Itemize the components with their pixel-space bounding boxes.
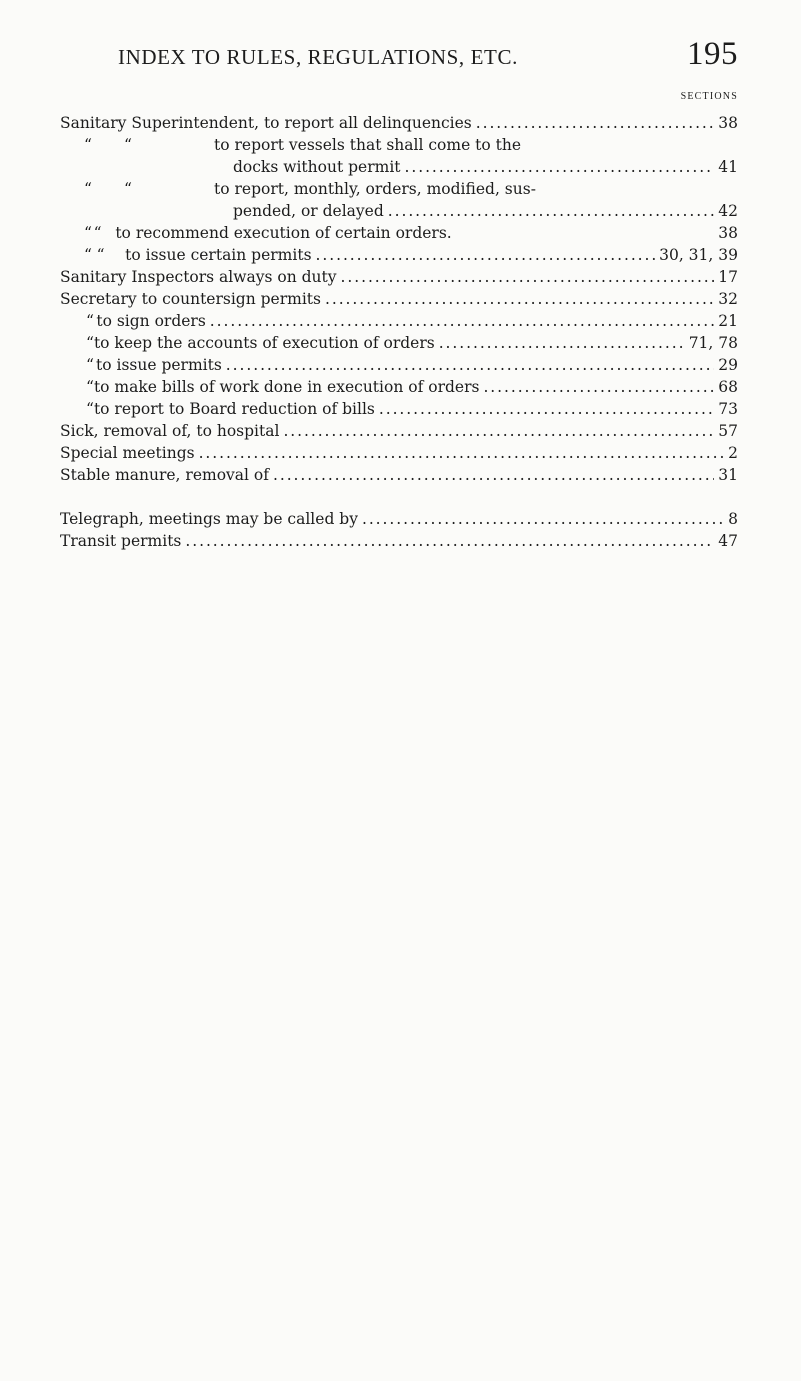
index-entries: [60, 112, 738, 552]
dot-leader: [185, 530, 714, 552]
entry-text: to report vessels that shall come to the: [214, 136, 522, 154]
index-entry: [60, 398, 738, 420]
entry-text: Sick, removal of, to hospital: [60, 422, 280, 440]
index-entry: [60, 354, 738, 376]
dot-leader: [325, 288, 714, 310]
page-number: 195: [687, 36, 738, 72]
sections-column-label: SECTIONS: [680, 91, 738, 102]
index-entry: [60, 464, 738, 486]
index-entry: [60, 178, 738, 200]
entry-sections: 73: [718, 400, 738, 418]
dot-leader: [483, 376, 714, 398]
index-entry: [60, 420, 738, 442]
dot-leader: [273, 464, 714, 486]
entry-text: to report to Board reduction of bills: [93, 400, 375, 418]
entry-text: to recommend execution of certain orders.: [115, 224, 452, 242]
index-entry: [60, 332, 738, 354]
index-entry-continuation: [60, 156, 738, 178]
entry-text: Stable manure, removal of: [60, 466, 269, 484]
entry-sections: 41: [718, 158, 738, 176]
section-gap: [60, 486, 738, 508]
entry-sections: 17: [718, 268, 738, 286]
ditto-mark: “: [96, 246, 105, 264]
entry-sections: 47: [718, 532, 738, 550]
entry-sections: 8: [728, 510, 738, 528]
entry-text: to make bills of work done in execution of orders: [93, 378, 480, 396]
ditto-mark: “: [84, 246, 92, 264]
dot-leader: [476, 112, 715, 134]
ditto-mark: “: [124, 180, 132, 198]
entry-sections: 21: [718, 312, 738, 330]
entry-sections: 38: [718, 114, 738, 132]
index-entry: [60, 266, 738, 288]
entry-sections: 31: [718, 466, 738, 484]
entry-text: to issue certain permits: [125, 246, 312, 264]
ditto-mark: “: [93, 224, 102, 242]
entry-text: Telegraph, meetings may be called by: [60, 510, 358, 528]
dot-leader: [405, 156, 715, 178]
entry-text: to report, monthly, orders, modified, sus-: [214, 180, 536, 198]
entry-text: Sanitary Inspectors always on duty: [60, 268, 337, 286]
index-entry: [60, 244, 738, 266]
entry-text: to issue permits: [96, 356, 222, 374]
entry-sections: 68: [718, 378, 738, 396]
dot-leader: [210, 310, 714, 332]
ditto-mark: “: [84, 224, 92, 242]
dot-leader: [316, 244, 656, 266]
entry-continuation-text: docks without permit: [233, 158, 401, 176]
index-entry: [60, 288, 738, 310]
ditto-mark: “: [86, 356, 94, 374]
index-entry: [60, 134, 738, 156]
entry-continuation-text: pended, or delayed: [233, 202, 384, 220]
dot-leader: [341, 266, 715, 288]
index-entry: [60, 310, 738, 332]
ditto-mark: “: [86, 312, 94, 330]
page-header: [118, 36, 738, 73]
ditto-mark: “: [84, 180, 92, 198]
entry-sections: 71, 78: [688, 334, 738, 352]
dot-leader: [439, 332, 685, 354]
ditto-mark: “: [86, 400, 94, 418]
entry-text: Secretary to countersign permits: [60, 290, 321, 308]
entry-text: to keep the accounts of execution of orders: [93, 334, 435, 352]
entry-text: Transit permits: [60, 532, 182, 550]
entry-sections: 38: [718, 224, 738, 242]
dot-leader: [199, 442, 725, 464]
entry-sections: 2: [728, 444, 738, 462]
dot-leader: [388, 200, 715, 222]
index-entry: [60, 112, 738, 134]
dot-leader: [283, 420, 714, 442]
ditto-mark: “: [86, 334, 94, 352]
index-entry: [60, 442, 738, 464]
index-entry: [60, 376, 738, 398]
index-entry-continuation: [60, 200, 738, 222]
entry-sections: 32: [718, 290, 738, 308]
entry-sections: 42: [718, 202, 738, 220]
ditto-mark: “: [124, 136, 132, 154]
dot-leader: [362, 508, 724, 530]
running-title: INDEX TO RULES, REGULATIONS, ETC.: [118, 45, 518, 69]
dot-leader: [379, 398, 714, 420]
entry-sections: 30, 31, 39: [659, 246, 738, 264]
ditto-mark: “: [84, 136, 92, 154]
entry-sections: 57: [718, 422, 738, 440]
entry-text: to sign orders: [96, 312, 206, 330]
dot-leader: [226, 354, 714, 376]
index-entry: [60, 508, 738, 530]
ditto-mark: “: [86, 378, 94, 396]
entry-text: Special meetings: [60, 444, 195, 462]
entry-sections: 29: [718, 356, 738, 374]
index-entry: [60, 222, 738, 244]
index-entry: [60, 530, 738, 552]
entry-text: Sanitary Superintendent, to report all delinquencies: [60, 114, 472, 132]
